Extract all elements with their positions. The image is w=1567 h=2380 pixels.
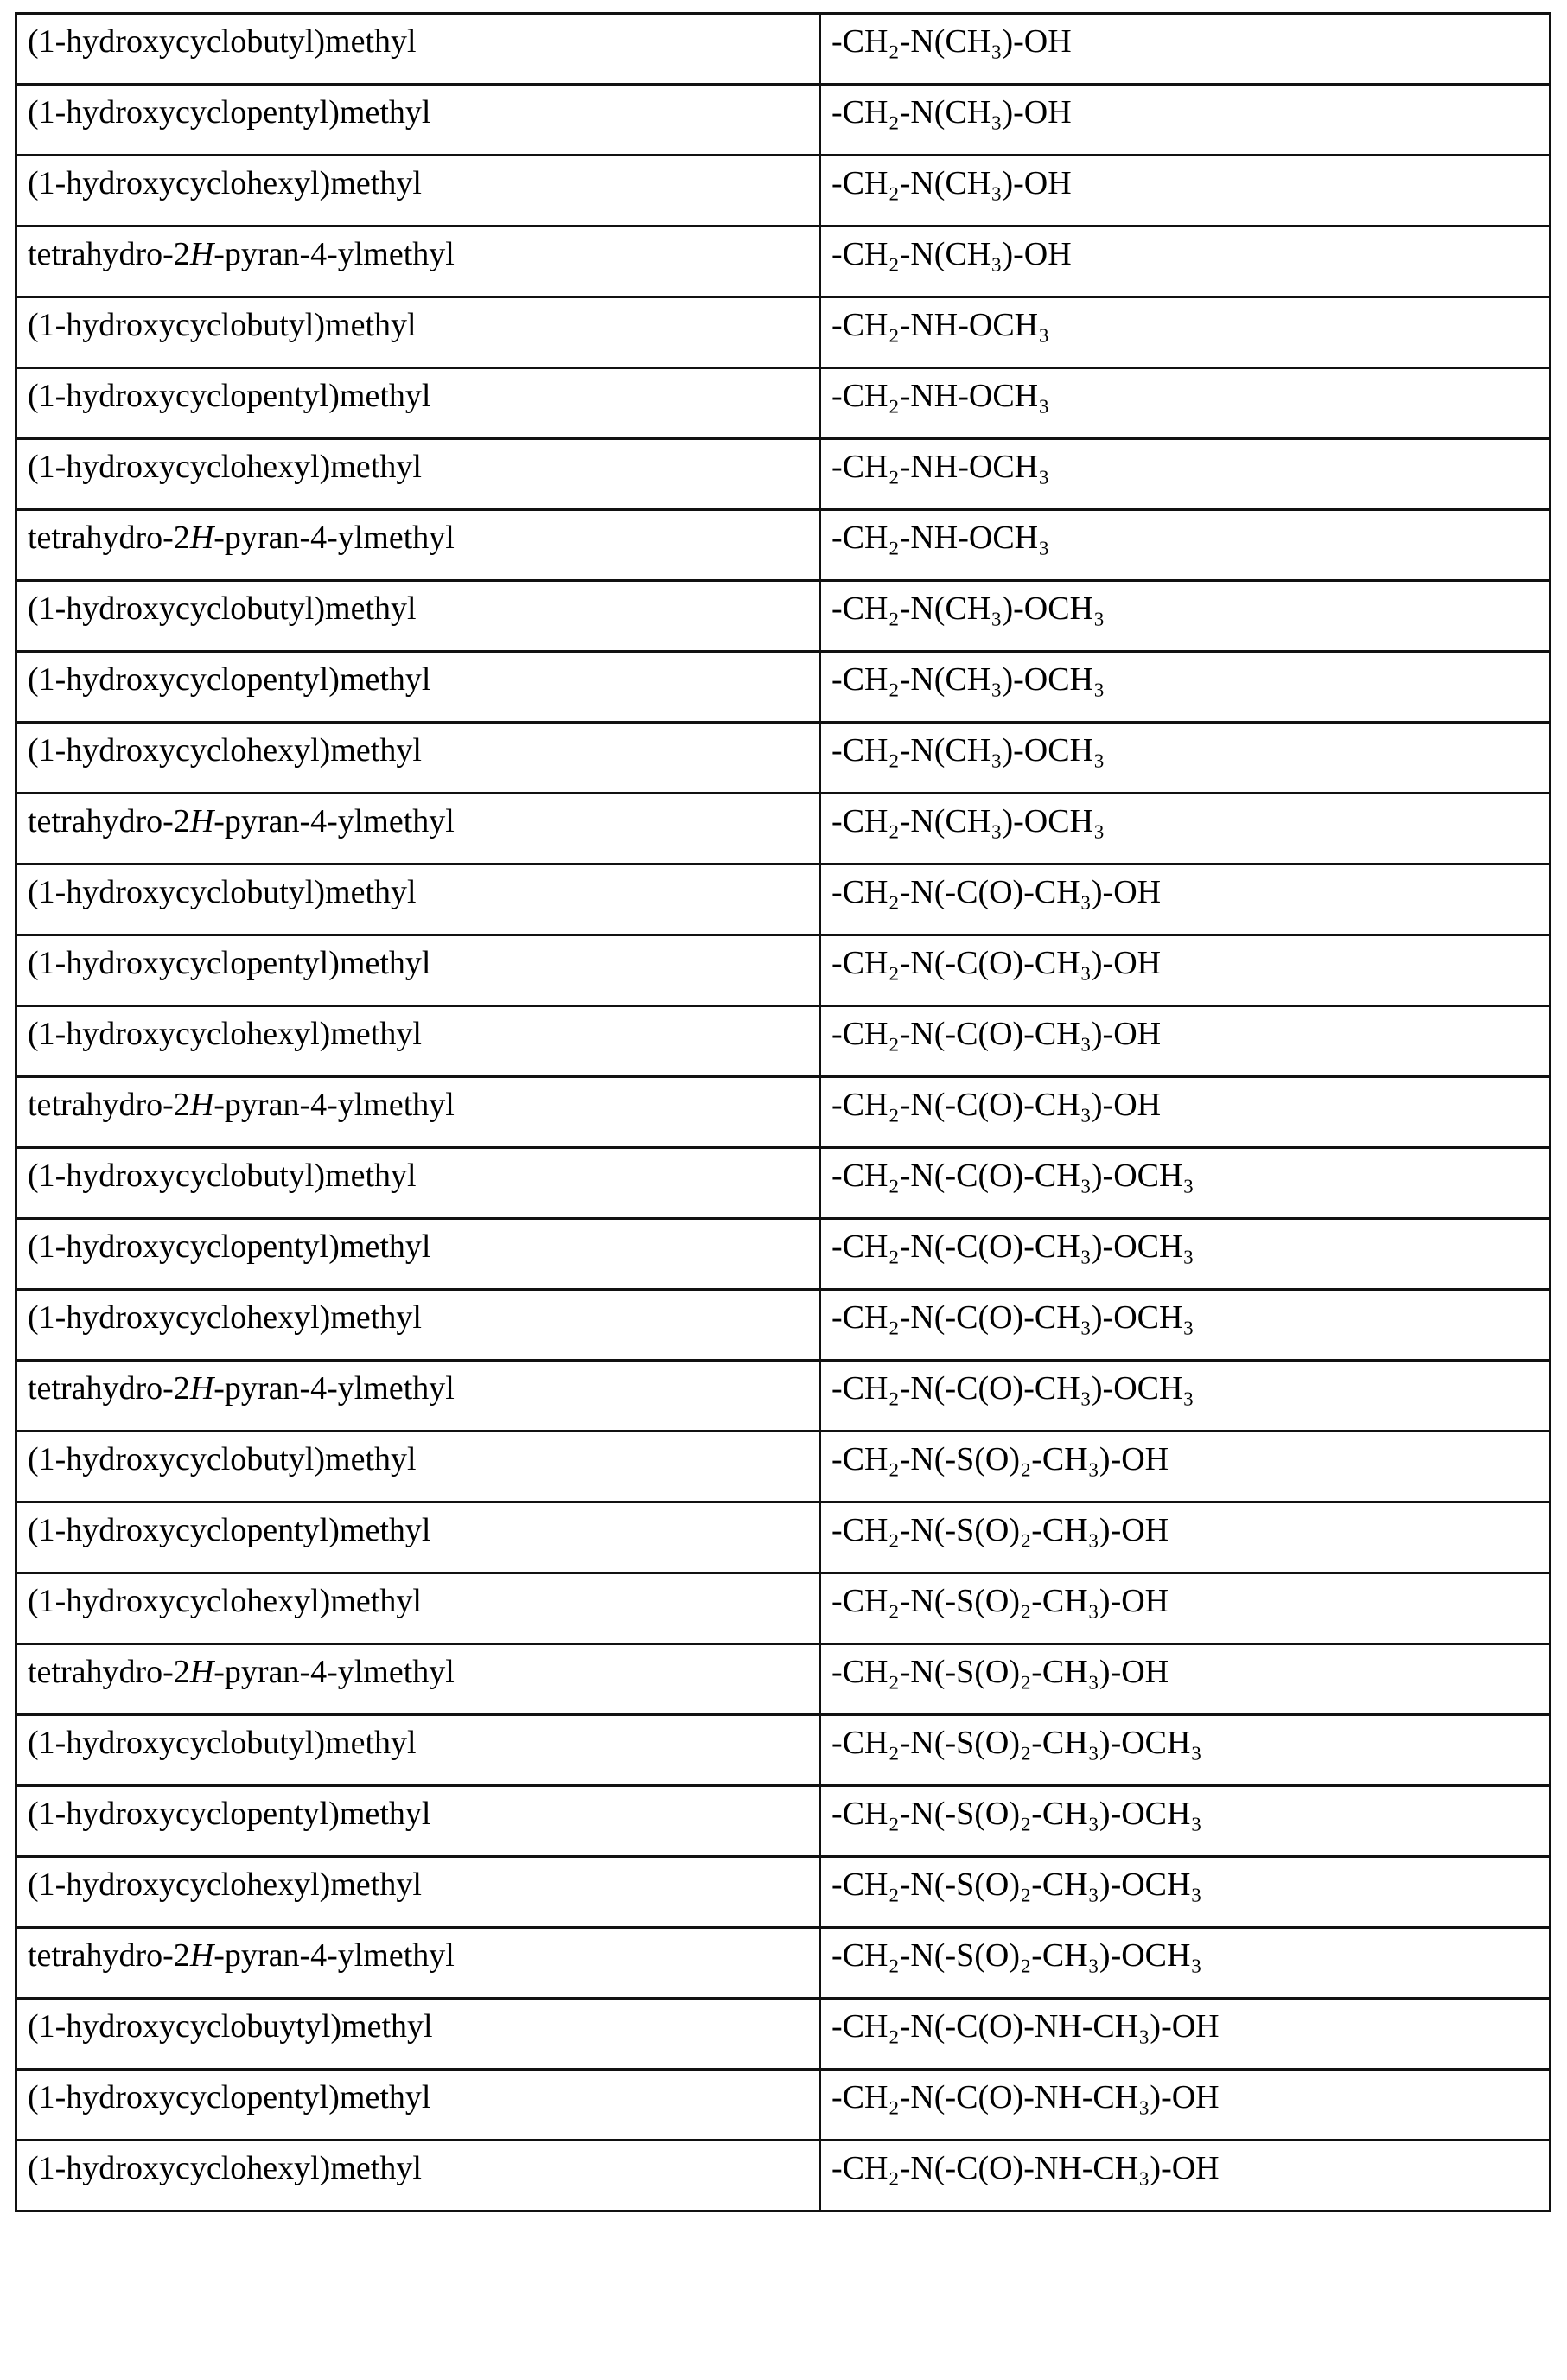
table-row [16,439,1551,510]
substituent-cell: tetrahydro-2H-pyran-4-ylmethyl [16,794,820,865]
linker-group-cell: -CH₂-N(-S(O)₂-CH₃)-OCH₃ [820,1786,1551,1857]
linker-group-cell: -CH₂-NH-OCH₃ [820,368,1551,439]
substituent-cell: (1-hydroxycyclohexyl)methyl [16,1573,820,1644]
table-row [16,1786,1551,1857]
table-row [16,1644,1551,1715]
linker-group-cell: -CH₂-N(CH₃)-OH [820,14,1551,85]
linker-group-cell: -CH₂-N(-S(O)₂-CH₃)-OCH₃ [820,1928,1551,1999]
table-row [16,794,1551,865]
linker-group-cell: -CH₂-N(-C(O)-CH₃)-OCH₃ [820,1219,1551,1290]
substituent-cell: (1-hydroxycyclopentyl)methyl [16,1219,820,1290]
substituent-cell: (1-hydroxycyclobutyl)methyl [16,581,820,652]
linker-group-cell: -CH₂-NH-OCH₃ [820,297,1551,368]
linker-group-cell: -CH₂-N(-C(O)-NH-CH₃)-OH [820,2141,1551,2211]
table-row [16,297,1551,368]
substituent-cell: (1-hydroxycyclopentyl)methyl [16,1786,820,1857]
substituent-cell: tetrahydro-2H-pyran-4-ylmethyl [16,1644,820,1715]
table-row [16,1999,1551,2070]
substituent-cell: (1-hydroxycyclohexyl)methyl [16,1290,820,1361]
linker-group-cell: -CH₂-N(-S(O)₂-CH₃)-OH [820,1432,1551,1503]
substituent-cell: (1-hydroxycyclobutyl)methyl [16,1715,820,1786]
substituent-cell: (1-hydroxycyclohexyl)methyl [16,1857,820,1928]
substituent-cell: (1-hydroxycyclobutyl)methyl [16,865,820,935]
substituent-cell: (1-hydroxycyclobutyl)methyl [16,14,820,85]
table-row [16,85,1551,156]
linker-group-cell: -CH₂-N(-C(O)-CH₃)-OH [820,1077,1551,1148]
compound-table [15,12,1551,2212]
table-row [16,1503,1551,1573]
table-row [16,510,1551,581]
substituent-cell: (1-hydroxycyclobuytyl)methyl [16,1999,820,2070]
linker-group-cell: -CH₂-N(CH₃)-OCH₃ [820,723,1551,794]
table-row [16,1715,1551,1786]
table-row [16,581,1551,652]
substituent-cell: (1-hydroxycyclohexyl)methyl [16,723,820,794]
table-row [16,1219,1551,1290]
table-row [16,1148,1551,1219]
substituent-cell: (1-hydroxycyclobutyl)methyl [16,297,820,368]
substituent-cell: (1-hydroxycyclobutyl)methyl [16,1148,820,1219]
linker-group-cell: -CH₂-N(-S(O)₂-CH₃)-OH [820,1573,1551,1644]
table-row [16,1290,1551,1361]
linker-group-cell: -CH₂-N(-C(O)-CH₃)-OCH₃ [820,1148,1551,1219]
table-row [16,1361,1551,1432]
table-row [16,652,1551,723]
substituent-cell: (1-hydroxycyclohexyl)methyl [16,1006,820,1077]
linker-group-cell: -CH₂-N(-C(O)-CH₃)-OH [820,865,1551,935]
substituent-cell: (1-hydroxycyclobutyl)methyl [16,1432,820,1503]
substituent-cell: tetrahydro-2H-pyran-4-ylmethyl [16,1361,820,1432]
table-row [16,1573,1551,1644]
substituent-cell: tetrahydro-2H-pyran-4-ylmethyl [16,1928,820,1999]
linker-group-cell: -CH₂-N(-S(O)₂-CH₃)-OH [820,1503,1551,1573]
linker-group-cell: -CH₂-NH-OCH₃ [820,439,1551,510]
substituent-cell: tetrahydro-2H-pyran-4-ylmethyl [16,1077,820,1148]
substituent-cell: (1-hydroxycyclopentyl)methyl [16,935,820,1006]
substituent-cell: (1-hydroxycyclohexyl)methyl [16,439,820,510]
linker-group-cell: -CH₂-N(-S(O)₂-CH₃)-OCH₃ [820,1715,1551,1786]
table-row [16,723,1551,794]
linker-group-cell: -CH₂-N(-C(O)-CH₃)-OCH₃ [820,1361,1551,1432]
table-row [16,227,1551,297]
substituent-cell: (1-hydroxycyclopentyl)methyl [16,368,820,439]
substituent-cell: (1-hydroxycyclohexyl)methyl [16,2141,820,2211]
linker-group-cell: -CH₂-N(CH₃)-OCH₃ [820,652,1551,723]
table-row [16,156,1551,227]
linker-group-cell: -CH₂-N(-S(O)₂-CH₃)-OH [820,1644,1551,1715]
table-row [16,368,1551,439]
substituent-cell: (1-hydroxycyclopentyl)methyl [16,2070,820,2141]
compound-table-body [16,14,1551,2211]
linker-group-cell: -CH₂-N(CH₃)-OH [820,156,1551,227]
substituent-cell: (1-hydroxycyclopentyl)methyl [16,652,820,723]
table-row [16,865,1551,935]
table-row [16,2141,1551,2211]
substituent-cell: tetrahydro-2H-pyran-4-ylmethyl [16,227,820,297]
table-row [16,1006,1551,1077]
linker-group-cell: -CH₂-N(-C(O)-NH-CH₃)-OH [820,1999,1551,2070]
linker-group-cell: -CH₂-N(-S(O)₂-CH₃)-OCH₃ [820,1857,1551,1928]
linker-group-cell: -CH₂-N(CH₃)-OCH₃ [820,794,1551,865]
linker-group-cell: -CH₂-N(CH₃)-OH [820,227,1551,297]
linker-group-cell: -CH₂-N(-C(O)-CH₃)-OH [820,1006,1551,1077]
substituent-cell: (1-hydroxycyclopentyl)methyl [16,1503,820,1573]
substituent-cell: (1-hydroxycyclopentyl)methyl [16,85,820,156]
table-row [16,935,1551,1006]
table-row [16,2070,1551,2141]
table-row [16,1077,1551,1148]
substituent-cell: (1-hydroxycyclohexyl)methyl [16,156,820,227]
table-row [16,14,1551,85]
table-row [16,1857,1551,1928]
linker-group-cell: -CH₂-N(-C(O)-CH₃)-OH [820,935,1551,1006]
table-row [16,1432,1551,1503]
table-row [16,1928,1551,1999]
linker-group-cell: -CH₂-N(CH₃)-OH [820,85,1551,156]
linker-group-cell: -CH₂-N(-C(O)-CH₃)-OCH₃ [820,1290,1551,1361]
linker-group-cell: -CH₂-NH-OCH₃ [820,510,1551,581]
linker-group-cell: -CH₂-N(CH₃)-OCH₃ [820,581,1551,652]
substituent-cell: tetrahydro-2H-pyran-4-ylmethyl [16,510,820,581]
linker-group-cell: -CH₂-N(-C(O)-NH-CH₃)-OH [820,2070,1551,2141]
